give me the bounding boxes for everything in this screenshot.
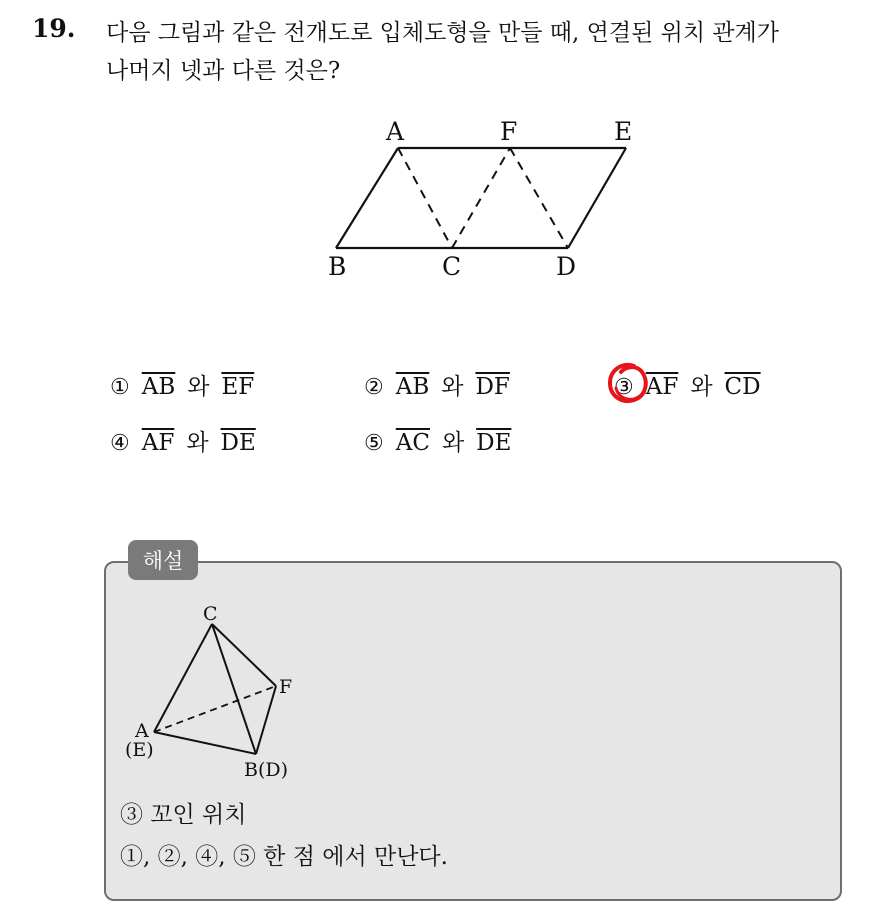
solution-tab: 해설 (128, 540, 198, 580)
conjunction: 와 (187, 374, 210, 400)
label-C: C (442, 252, 462, 281)
segment-2: $\overline{DE}$ (476, 430, 512, 456)
choice-number: ③ (614, 375, 634, 400)
choice-1[interactable] (110, 368, 254, 401)
choice-4[interactable] (110, 424, 256, 457)
edge-F-B (256, 686, 276, 754)
choice-number: ① (110, 375, 130, 400)
label-F: F (500, 117, 518, 146)
tetra-label-A: A (135, 720, 149, 742)
conjunction: 와 (441, 374, 464, 400)
segment-1: $\overline{AB}$ (141, 374, 176, 400)
segment-2: $\overline{CD}$ (724, 374, 761, 400)
label-E: E (614, 117, 633, 146)
choice-number: ④ (110, 431, 130, 456)
conjunction: 와 (186, 430, 209, 456)
label-D: D (556, 252, 577, 281)
tetra-label-BD: B(D) (244, 759, 289, 781)
solution-answer: ③ 꼬인 위치 (120, 802, 247, 828)
choice-2[interactable] (364, 368, 510, 401)
fold-F-D (510, 148, 568, 248)
edge-E-D (568, 148, 626, 248)
segment-1: $\overline{AF}$ (645, 374, 679, 400)
segment-1: $\overline{AF}$ (141, 430, 175, 456)
tetra-label-C: C (203, 603, 218, 625)
choice-number: ⑤ (364, 431, 384, 456)
solution-explanation: ①, ②, ④, ⑤ 한 점 에서 만난다. (120, 844, 448, 870)
edge-B-A (336, 148, 398, 248)
choice-5[interactable] (364, 424, 511, 457)
question-line-1: 다음 그림과 같은 전개도로 입체도형을 만들 때, 연결된 위치 관계가 (106, 20, 779, 46)
segment-2: $\overline{DF}$ (475, 374, 510, 400)
question-text (106, 14, 876, 90)
edge-C-B (212, 624, 256, 754)
segment-1: $\overline{AC}$ (395, 430, 430, 456)
edge-A-B (154, 732, 256, 754)
question-number: 19. (32, 14, 76, 43)
label-B: B (328, 252, 347, 281)
fold-C-F (452, 148, 510, 248)
edge-C-A (154, 624, 212, 732)
net-diagram (320, 112, 660, 292)
label-A: A (386, 117, 405, 146)
tetra-label-E: (E) (125, 739, 154, 761)
choice-number: ② (364, 375, 384, 400)
conjunction: 와 (441, 430, 465, 456)
tetrahedron-diagram (120, 596, 320, 786)
conjunction: 와 (690, 374, 713, 400)
question-line-2: 나머지 넷과 다른 것은? (106, 58, 341, 84)
hidden-edge-A-F (154, 686, 276, 732)
segment-2: $\overline{DE}$ (220, 430, 256, 456)
fold-A-C (398, 148, 452, 248)
segment-2: $\overline{EF}$ (221, 374, 255, 400)
tetra-label-F: F (279, 676, 293, 698)
segment-1: $\overline{AB}$ (395, 374, 430, 400)
answer-circle-mark (604, 358, 654, 408)
